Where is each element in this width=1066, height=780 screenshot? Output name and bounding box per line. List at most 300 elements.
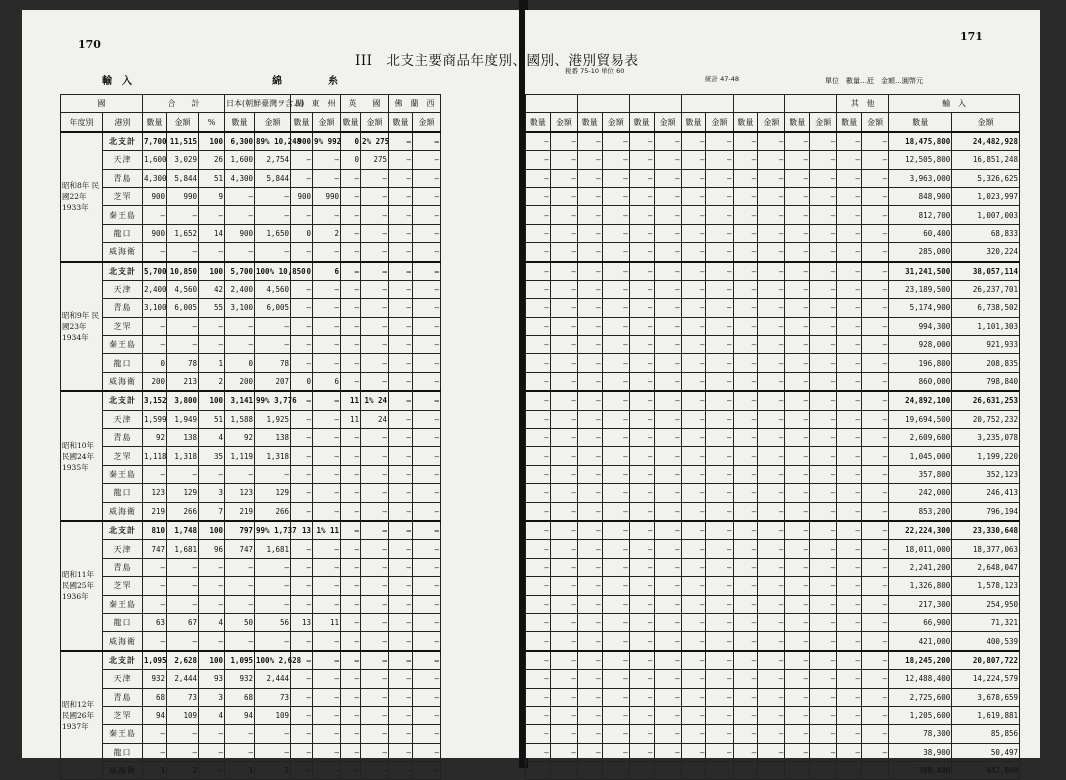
data-cell: — xyxy=(654,410,681,428)
data-cell: — xyxy=(550,317,577,335)
data-cell: 0 xyxy=(291,372,313,391)
data-cell: — xyxy=(810,725,837,743)
data-cell: — xyxy=(706,762,733,780)
data-cell: — xyxy=(785,206,810,224)
data-cell: — xyxy=(758,502,785,521)
sub-header: 數量 xyxy=(291,113,313,132)
grand-quantity-cell: 1,045,000 xyxy=(889,447,952,465)
data-cell: — xyxy=(837,577,862,595)
data-cell: — xyxy=(550,169,577,187)
data-cell: — xyxy=(654,577,681,595)
sub-header: 數量 xyxy=(526,113,551,132)
data-cell: — xyxy=(526,262,551,281)
data-cell: — xyxy=(602,465,629,483)
grand-value-cell: 1,101,303 xyxy=(952,317,1020,335)
data-cell: 1,599 xyxy=(143,410,167,428)
data-cell: — xyxy=(681,688,706,706)
data-cell: — xyxy=(413,540,441,558)
data-cell: — xyxy=(706,391,733,410)
data-cell: — xyxy=(413,613,441,631)
data-cell: — xyxy=(550,447,577,465)
data-cell: — xyxy=(706,169,733,187)
data-cell: — xyxy=(341,224,361,242)
data-cell: — xyxy=(550,280,577,298)
data-cell: — xyxy=(733,613,758,631)
data-cell: 1,600 xyxy=(143,151,167,169)
table-row xyxy=(61,595,523,613)
table-row xyxy=(61,502,523,521)
data-cell: — xyxy=(602,521,629,540)
grand-quantity-cell: 812,700 xyxy=(889,206,952,224)
data-cell: — xyxy=(837,151,862,169)
data-cell: — xyxy=(313,706,341,724)
table-row xyxy=(526,317,1020,335)
group-header: 英 國 xyxy=(341,95,389,113)
data-cell: — xyxy=(143,595,167,613)
data-cell: — xyxy=(785,410,810,428)
right-page-number: 171 xyxy=(960,30,983,43)
data-cell: — xyxy=(291,670,313,688)
data-cell: — xyxy=(629,447,654,465)
data-cell: — xyxy=(550,354,577,372)
table-row xyxy=(526,725,1020,743)
table-row xyxy=(61,262,523,281)
data-cell: — xyxy=(602,725,629,743)
data-cell: 1,095 xyxy=(143,651,167,670)
data-cell: — xyxy=(526,299,551,317)
data-cell: — xyxy=(837,743,862,761)
data-cell: — xyxy=(654,558,681,576)
data-cell: — xyxy=(862,206,889,224)
data-cell: — xyxy=(733,632,758,651)
year-label: 昭和11年 民國25年 1936年 xyxy=(61,521,103,651)
data-cell: — xyxy=(167,465,199,483)
data-cell: — xyxy=(758,336,785,354)
data-cell: — xyxy=(862,465,889,483)
table-row xyxy=(526,391,1020,410)
data-cell: — xyxy=(602,447,629,465)
data-cell: — xyxy=(706,595,733,613)
data-cell: — xyxy=(526,670,551,688)
data-cell: — xyxy=(361,595,389,613)
data-cell: — xyxy=(389,670,413,688)
data-cell: 6 xyxy=(313,262,341,281)
table-title: III 北支主要商品年度別、國別、港別貿易表 xyxy=(355,53,639,69)
data-cell: — xyxy=(654,280,681,298)
data-cell: — xyxy=(654,521,681,540)
data-cell: 123 xyxy=(143,484,167,502)
port-label: 龍口 xyxy=(103,224,143,242)
unit-value: 60 xyxy=(616,67,625,75)
data-cell: — xyxy=(550,651,577,670)
table-row xyxy=(61,688,523,706)
data-cell: — xyxy=(862,429,889,447)
data-cell: — xyxy=(758,613,785,631)
data-cell: — xyxy=(577,429,602,447)
data-cell: — xyxy=(255,743,291,761)
data-cell: — xyxy=(862,391,889,410)
data-cell: — xyxy=(733,372,758,391)
data-cell: — xyxy=(550,540,577,558)
data-cell: 129 xyxy=(255,484,291,502)
data-cell: — xyxy=(733,391,758,410)
data-cell: — xyxy=(602,206,629,224)
data-cell: — xyxy=(681,651,706,670)
left-data-table xyxy=(60,94,523,780)
data-cell: — xyxy=(526,224,551,242)
data-cell: — xyxy=(361,280,389,298)
data-cell: — xyxy=(862,354,889,372)
data-cell: — xyxy=(526,169,551,187)
data-cell: — xyxy=(389,206,413,224)
port-label: 龍口 xyxy=(103,484,143,502)
data-cell: — xyxy=(758,484,785,502)
data-cell: — xyxy=(413,410,441,428)
data-cell: — xyxy=(199,465,225,483)
data-cell: — xyxy=(413,632,441,651)
data-cell: — xyxy=(361,169,389,187)
data-cell: — xyxy=(810,465,837,483)
port-label: 天津 xyxy=(103,410,143,428)
data-cell: — xyxy=(785,262,810,281)
data-cell: — xyxy=(199,762,225,780)
data-cell: — xyxy=(837,725,862,743)
data-cell: — xyxy=(577,670,602,688)
data-cell: 3,100 xyxy=(143,299,167,317)
data-cell: — xyxy=(602,688,629,706)
table-row xyxy=(526,502,1020,521)
data-cell: — xyxy=(785,299,810,317)
data-cell: — xyxy=(413,743,441,761)
data-cell: — xyxy=(810,354,837,372)
data-cell: 1,600 xyxy=(225,151,255,169)
sub-header: 金額 xyxy=(602,113,629,132)
data-cell: — xyxy=(810,187,837,205)
grand-value-cell: 400,539 xyxy=(952,632,1020,651)
data-cell: — xyxy=(550,187,577,205)
data-cell: — xyxy=(785,670,810,688)
data-cell: — xyxy=(733,540,758,558)
table-row xyxy=(526,262,1020,281)
data-cell: — xyxy=(862,280,889,298)
data-cell: — xyxy=(810,243,837,262)
data-cell: — xyxy=(291,391,313,410)
data-cell: — xyxy=(526,280,551,298)
data-cell: — xyxy=(706,206,733,224)
data-cell: — xyxy=(313,688,341,706)
data-cell: 11 xyxy=(341,391,361,410)
data-cell: 73 xyxy=(167,688,199,706)
data-cell: — xyxy=(361,688,389,706)
data-cell: — xyxy=(526,484,551,502)
data-cell: — xyxy=(785,372,810,391)
data-cell: 219 xyxy=(225,502,255,521)
data-cell: — xyxy=(654,465,681,483)
data-cell: — xyxy=(733,558,758,576)
blank-group-header xyxy=(681,95,733,113)
data-cell: — xyxy=(810,577,837,595)
table-row xyxy=(526,354,1020,372)
data-cell: — xyxy=(313,429,341,447)
data-cell: — xyxy=(810,502,837,521)
data-cell: — xyxy=(167,595,199,613)
data-cell: — xyxy=(810,151,837,169)
data-cell: — xyxy=(862,169,889,187)
grand-quantity-cell: 1,205,600 xyxy=(889,706,952,724)
data-cell: 94 xyxy=(143,706,167,724)
data-cell: — xyxy=(199,206,225,224)
data-cell: — xyxy=(733,521,758,540)
sub-header: 金額 xyxy=(654,113,681,132)
data-cell: — xyxy=(654,613,681,631)
data-cell: — xyxy=(654,317,681,335)
data-cell: — xyxy=(681,187,706,205)
table-row xyxy=(61,465,523,483)
data-cell: — xyxy=(341,632,361,651)
grand-value-cell: 50,497 xyxy=(952,743,1020,761)
data-cell: 100% 2,628 xyxy=(255,651,291,670)
data-cell: — xyxy=(681,725,706,743)
data-cell: — xyxy=(526,613,551,631)
data-cell: — xyxy=(785,706,810,724)
data-cell: — xyxy=(810,206,837,224)
data-cell: — xyxy=(758,391,785,410)
data-cell: — xyxy=(199,577,225,595)
data-cell: 51 xyxy=(199,410,225,428)
data-cell: — xyxy=(681,613,706,631)
data-cell: — xyxy=(341,688,361,706)
code-value: 75-10 xyxy=(580,67,599,75)
data-cell: — xyxy=(862,577,889,595)
data-cell: 2 xyxy=(313,224,341,242)
data-cell: — xyxy=(602,132,629,151)
data-cell: — xyxy=(361,762,389,780)
port-label: 芝罘 xyxy=(103,187,143,205)
data-cell: — xyxy=(550,688,577,706)
data-cell: 932 xyxy=(225,670,255,688)
data-cell: — xyxy=(361,484,389,502)
data-cell: — xyxy=(629,484,654,502)
data-cell: 2 xyxy=(255,762,291,780)
data-cell: — xyxy=(550,632,577,651)
data-cell: — xyxy=(629,224,654,242)
data-cell: 1% 11 xyxy=(313,521,341,540)
data-cell: — xyxy=(602,706,629,724)
port-label: 龍口 xyxy=(103,354,143,372)
data-cell: — xyxy=(837,206,862,224)
table-row xyxy=(526,670,1020,688)
data-cell: 1 xyxy=(143,762,167,780)
data-cell: — xyxy=(341,613,361,631)
data-cell: 900 xyxy=(143,187,167,205)
data-cell: — xyxy=(577,410,602,428)
data-cell: — xyxy=(389,540,413,558)
data-cell: — xyxy=(313,577,341,595)
port-label: 秦王島 xyxy=(103,336,143,354)
year-column-header: 年度別 xyxy=(61,113,103,132)
data-cell: — xyxy=(526,725,551,743)
data-cell: — xyxy=(706,725,733,743)
table-row xyxy=(61,132,523,151)
table-row xyxy=(61,540,523,558)
data-cell: — xyxy=(413,262,441,281)
data-cell: — xyxy=(629,429,654,447)
table-row xyxy=(61,317,523,335)
data-cell: — xyxy=(413,651,441,670)
sub-header: 金額 xyxy=(413,113,441,132)
year-label: 昭和12年 民國26年 1937年 xyxy=(61,651,103,780)
direction-label: 輸 入 xyxy=(102,76,132,87)
data-cell: — xyxy=(733,262,758,281)
group-header: 合 計 xyxy=(143,95,225,113)
data-cell: — xyxy=(199,243,225,262)
grand-quantity-cell: 38,900 xyxy=(889,743,952,761)
data-cell: — xyxy=(785,502,810,521)
data-cell: — xyxy=(313,206,341,224)
data-cell: 6 xyxy=(313,372,341,391)
data-cell: 13 xyxy=(291,521,313,540)
data-cell: — xyxy=(550,595,577,613)
grand-quantity-cell: 5,174,900 xyxy=(889,299,952,317)
data-cell: — xyxy=(291,577,313,595)
data-cell: — xyxy=(361,299,389,317)
data-cell: — xyxy=(654,484,681,502)
data-cell: — xyxy=(341,187,361,205)
table-row xyxy=(526,336,1020,354)
data-cell: — xyxy=(389,280,413,298)
grand-value-cell: 6,738,502 xyxy=(952,299,1020,317)
data-cell: — xyxy=(706,262,733,281)
data-cell: 2,754 xyxy=(255,151,291,169)
data-cell: 9% 992 xyxy=(313,132,341,151)
data-cell: — xyxy=(862,613,889,631)
data-cell: — xyxy=(706,317,733,335)
year-label: 昭和8年 民國22年 1933年 xyxy=(61,132,103,262)
data-cell: — xyxy=(413,595,441,613)
data-cell: — xyxy=(654,243,681,262)
data-cell: 10,850 xyxy=(167,262,199,281)
data-cell: 219 xyxy=(143,502,167,521)
data-cell: — xyxy=(143,725,167,743)
data-cell: — xyxy=(629,151,654,169)
data-cell: — xyxy=(526,429,551,447)
data-cell: — xyxy=(199,336,225,354)
data-cell: 1,588 xyxy=(225,410,255,428)
right-data-table xyxy=(525,94,1020,780)
table-row xyxy=(61,725,523,743)
data-cell: — xyxy=(389,299,413,317)
data-cell: — xyxy=(785,484,810,502)
data-cell: 56 xyxy=(255,613,291,631)
data-cell: — xyxy=(654,743,681,761)
data-cell: — xyxy=(758,447,785,465)
data-cell: — xyxy=(413,317,441,335)
data-cell: — xyxy=(785,743,810,761)
grand-value-cell: 14,224,579 xyxy=(952,670,1020,688)
data-cell: — xyxy=(602,151,629,169)
data-cell: — xyxy=(681,206,706,224)
sub-header: 數量 xyxy=(389,113,413,132)
data-cell: — xyxy=(758,743,785,761)
data-cell: 35 xyxy=(199,447,225,465)
data-cell: — xyxy=(413,224,441,242)
data-cell: 78 xyxy=(255,354,291,372)
data-cell: — xyxy=(199,725,225,743)
data-cell: 1,650 xyxy=(255,224,291,242)
data-cell: 1,119 xyxy=(225,447,255,465)
data-cell: — xyxy=(629,372,654,391)
data-cell: — xyxy=(577,224,602,242)
data-cell: 92 xyxy=(143,429,167,447)
data-cell: — xyxy=(733,465,758,483)
data-cell: — xyxy=(758,762,785,780)
data-cell: 900 xyxy=(143,224,167,242)
table-row xyxy=(526,206,1020,224)
data-cell: 932 xyxy=(143,670,167,688)
data-cell: — xyxy=(577,317,602,335)
data-cell: — xyxy=(577,743,602,761)
port-label: 青島 xyxy=(103,299,143,317)
grand-quantity-cell: 421,000 xyxy=(889,632,952,651)
grand-value-cell: 796,194 xyxy=(952,502,1020,521)
data-cell: — xyxy=(785,187,810,205)
table-row xyxy=(61,243,523,262)
data-cell: — xyxy=(862,410,889,428)
data-cell: — xyxy=(629,132,654,151)
data-cell: — xyxy=(389,465,413,483)
data-cell: — xyxy=(361,540,389,558)
data-cell: — xyxy=(413,706,441,724)
data-cell: — xyxy=(681,484,706,502)
sub-header: 數量 xyxy=(341,113,361,132)
data-cell: — xyxy=(255,632,291,651)
data-cell: — xyxy=(577,725,602,743)
data-cell: 797 xyxy=(225,521,255,540)
table-row xyxy=(526,372,1020,391)
data-cell: — xyxy=(389,595,413,613)
data-cell: 266 xyxy=(255,502,291,521)
data-cell: 990 xyxy=(167,187,199,205)
data-cell: — xyxy=(758,595,785,613)
data-cell: — xyxy=(629,670,654,688)
data-cell: — xyxy=(654,447,681,465)
data-cell: — xyxy=(341,299,361,317)
data-cell: — xyxy=(629,706,654,724)
table-row xyxy=(61,299,523,317)
data-cell: — xyxy=(785,280,810,298)
data-cell: — xyxy=(389,429,413,447)
data-cell: — xyxy=(167,317,199,335)
data-cell: — xyxy=(361,206,389,224)
data-cell: — xyxy=(413,280,441,298)
data-cell: — xyxy=(733,762,758,780)
data-cell: — xyxy=(837,558,862,576)
data-cell: — xyxy=(526,558,551,576)
data-cell: — xyxy=(225,465,255,483)
data-cell: — xyxy=(550,224,577,242)
table-row xyxy=(61,743,523,761)
data-cell: — xyxy=(225,632,255,651)
data-cell: 4 xyxy=(199,706,225,724)
sub-header: 數量 xyxy=(837,113,862,132)
data-cell: — xyxy=(550,706,577,724)
data-cell: — xyxy=(341,521,361,540)
data-cell: — xyxy=(862,262,889,281)
data-cell: — xyxy=(341,354,361,372)
data-cell: — xyxy=(550,558,577,576)
sub-header: % xyxy=(199,113,225,132)
data-cell: — xyxy=(341,595,361,613)
